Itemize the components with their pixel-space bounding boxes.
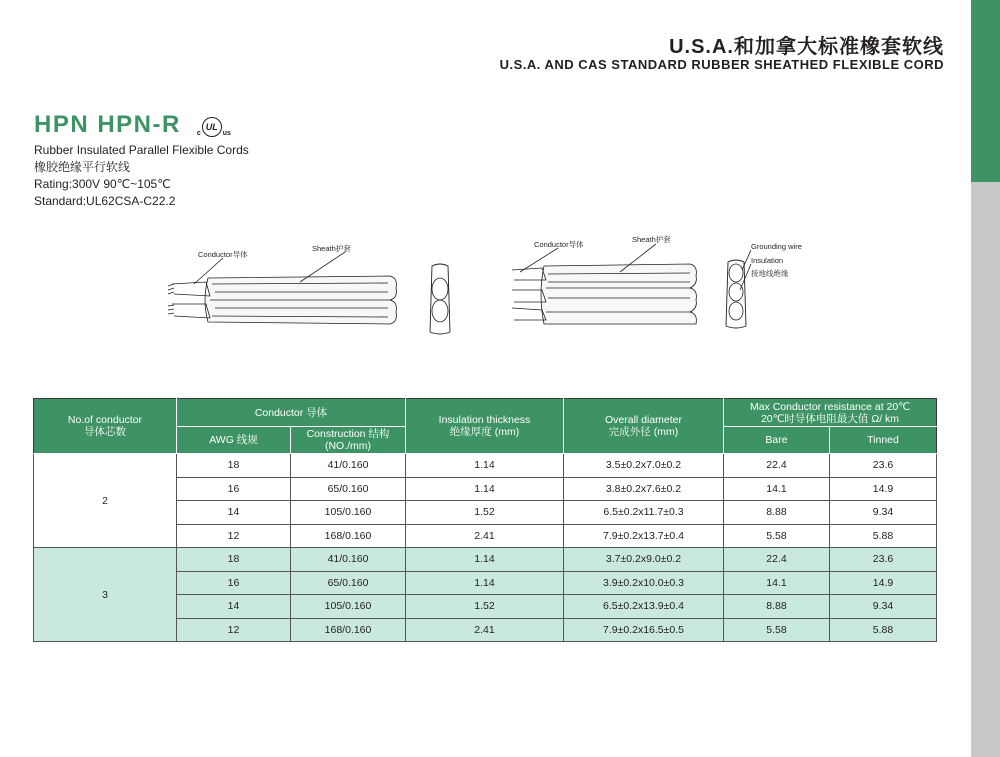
- cell-bare: 5.58: [724, 524, 830, 548]
- th-insulation-cn: 绝缘厚度 (mm): [449, 426, 520, 438]
- th-tinned: Tinned: [830, 427, 937, 454]
- label-conductor-left: Conductor导体: [198, 250, 248, 259]
- label-ground-insulation-cn: 接地线绝缘: [751, 269, 789, 278]
- two-core-cable-drawing: [168, 252, 450, 334]
- cell-tinned: 5.88: [830, 618, 937, 642]
- side-accent-block: [971, 0, 1000, 182]
- table-row: [34, 454, 937, 478]
- ul-mark-c: c: [196, 130, 201, 137]
- cell-bare: 14.1: [724, 571, 830, 595]
- label-sheath-right: Sheath护套: [632, 235, 671, 244]
- label-conductor-right: Conductor导体: [534, 240, 584, 249]
- cell-insulation: 1.14: [406, 571, 564, 595]
- cell-tinned: 14.9: [830, 477, 937, 501]
- cable-drawing-svg: [160, 226, 820, 336]
- th-overall-en: Overall diameter: [604, 414, 683, 426]
- cell-overall: 3.7±0.2x9.0±0.2: [564, 548, 724, 572]
- th-no-conductor-en: No.of conductor: [67, 414, 143, 426]
- cell-construction: 65/0.160: [291, 477, 406, 501]
- th-overall-cn: 完成外径 (mm): [608, 426, 679, 438]
- cell-awg: 18: [177, 454, 291, 478]
- cell-awg: 16: [177, 477, 291, 501]
- cell-overall: 6.5±0.2x13.9±0.4: [564, 595, 724, 619]
- side-color-bar: [971, 0, 1000, 757]
- cell-construction: 105/0.160: [291, 595, 406, 619]
- header-title-en: U.S.A. AND CAS STANDARD RUBBER SHEATHED FLEXIBLE CORD: [499, 57, 944, 72]
- cell-awg: 14: [177, 595, 291, 619]
- cell-tinned: 23.6: [830, 454, 937, 478]
- cell-conductor-count: 2: [34, 454, 177, 548]
- cell-awg: 18: [177, 548, 291, 572]
- cell-insulation: 2.41: [406, 618, 564, 642]
- th-bare: Bare: [724, 427, 830, 454]
- cell-overall: 3.8±0.2x7.6±0.2: [564, 477, 724, 501]
- desc-en: Rubber Insulated Parallel Flexible Cords: [34, 143, 249, 157]
- cell-conductor-count: 3: [34, 548, 177, 642]
- th-no-conductor: [34, 399, 177, 454]
- cell-awg: 16: [177, 571, 291, 595]
- th-construction-unit: (NO./mm): [324, 440, 372, 452]
- label-sheath-left: Sheath护套: [312, 244, 351, 253]
- cell-insulation: 1.52: [406, 501, 564, 525]
- cell-bare: 22.4: [724, 548, 830, 572]
- product-title-row: [34, 111, 231, 139]
- product-title: HPN HPN-R: [34, 111, 181, 138]
- cell-insulation: 1.52: [406, 595, 564, 619]
- cell-construction: 41/0.160: [291, 454, 406, 478]
- cell-bare: 22.4: [724, 454, 830, 478]
- cell-tinned: 23.6: [830, 548, 937, 572]
- th-max-res-en: Max Conductor resistance at 20℃: [749, 400, 911, 413]
- cell-overall: 6.5±0.2x11.7±0.3: [564, 501, 724, 525]
- th-insulation: [406, 399, 564, 454]
- th-construction: [291, 427, 406, 454]
- cell-construction: 41/0.160: [291, 548, 406, 572]
- cell-bare: 5.58: [724, 618, 830, 642]
- cell-construction: 105/0.160: [291, 501, 406, 525]
- cell-insulation: 1.14: [406, 548, 564, 572]
- cell-overall: 3.9±0.2x10.0±0.3: [564, 571, 724, 595]
- ul-mark-us: us: [222, 130, 231, 137]
- cell-awg: 12: [177, 618, 291, 642]
- th-max-resistance: [724, 399, 937, 427]
- cell-bare: 8.88: [724, 595, 830, 619]
- th-no-conductor-cn: 导体芯数: [84, 426, 126, 438]
- product-description: [34, 142, 249, 210]
- cell-awg: 14: [177, 501, 291, 525]
- table-row: [34, 548, 937, 572]
- cell-overall: 7.9±0.2x13.7±0.4: [564, 524, 724, 548]
- th-construction-en: Construction 结构: [306, 428, 390, 440]
- cell-construction: 65/0.160: [291, 571, 406, 595]
- label-insulation: Insulation: [751, 256, 784, 265]
- cul-us-certification-mark: [197, 117, 231, 137]
- desc-cn: 橡胶绝缘平行软线: [34, 160, 131, 174]
- rating: Rating:300V 90℃~105℃: [34, 177, 171, 191]
- label-grounding-wire: Grounding wire: [751, 242, 802, 251]
- cable-illustrations: [160, 226, 820, 336]
- standard: Standard:UL62CSA-C22.2: [34, 194, 176, 208]
- spec-table: [33, 398, 937, 642]
- cell-insulation: 1.14: [406, 454, 564, 478]
- cell-construction: 168/0.160: [291, 618, 406, 642]
- cell-tinned: 14.9: [830, 571, 937, 595]
- cell-tinned: 5.88: [830, 524, 937, 548]
- cell-tinned: 9.34: [830, 501, 937, 525]
- ul-circle-icon: UL: [202, 117, 222, 137]
- th-awg: AWG 线规: [177, 427, 291, 454]
- cell-overall: 7.9±0.2x16.5±0.5: [564, 618, 724, 642]
- th-conductor: Conductor 导体: [177, 399, 406, 427]
- cell-bare: 14.1: [724, 477, 830, 501]
- th-overall-diameter: [564, 399, 724, 454]
- cell-tinned: 9.34: [830, 595, 937, 619]
- cell-overall: 3.5±0.2x7.0±0.2: [564, 454, 724, 478]
- th-max-res-cn: 20℃时导体电阻最大值 Ω/ km: [760, 412, 900, 425]
- cell-insulation: 2.41: [406, 524, 564, 548]
- three-core-cable-drawing: [512, 244, 751, 328]
- cell-insulation: 1.14: [406, 477, 564, 501]
- th-insulation-en: Insulation thickness: [438, 414, 531, 426]
- header-title-cn: U.S.A.和加拿大标准橡套软线: [669, 36, 944, 58]
- cell-bare: 8.88: [724, 501, 830, 525]
- cell-awg: 12: [177, 524, 291, 548]
- cell-construction: 168/0.160: [291, 524, 406, 548]
